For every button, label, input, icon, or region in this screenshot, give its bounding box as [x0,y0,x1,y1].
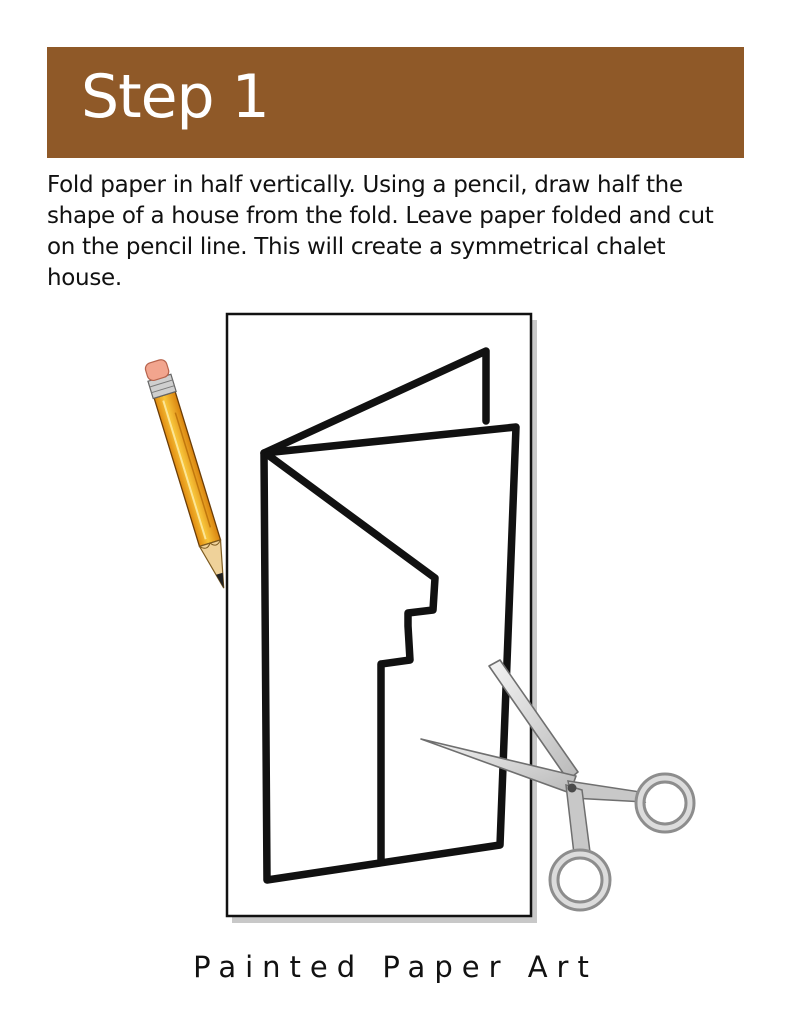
step-title: Step 1 [81,62,269,132]
pencil-icon [143,358,235,592]
step-instructions: Fold paper in half vertically. Using a pencil, draw half the shape of a house from the fold. Leave paper folded and cut on the pencil line. This will create a symmetrical chalet house. [47,172,714,291]
brand-footer: Painted Paper Art [193,950,598,984]
